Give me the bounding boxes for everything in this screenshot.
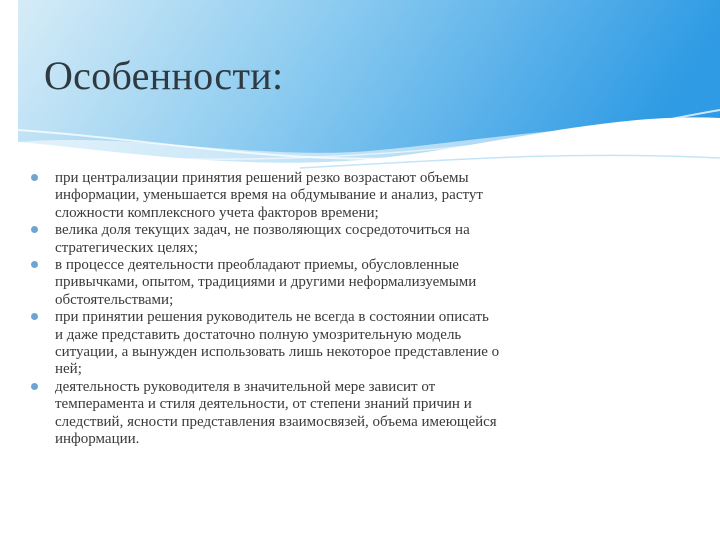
- bullet-list: [30, 170, 500, 449]
- bullet-dot-icon: [31, 261, 38, 268]
- slide-title: Особенности:: [44, 53, 284, 98]
- bullet-dot-icon: [31, 383, 38, 390]
- bullet-text: при централизации принятия решений резко возрастают объемы информации, уменьшается время на обдумывание и анализ, растут сложности комплексного учета факторов времени;: [55, 170, 483, 221]
- bullet-item: [30, 379, 500, 449]
- bullet-item: [30, 257, 500, 309]
- bullet-dot-icon: [31, 226, 38, 233]
- bullet-text: деятельность руководителя в значительной мере зависит от темперамента и стиля деятельности, от степени знаний причин и следствий, ясности представления взаимосвязей, объема имеющейся информации.: [55, 378, 497, 448]
- bullet-dot-icon: [31, 174, 38, 181]
- bullet-text: при принятии решения руководитель не всегда в состоянии описать и даже представить достаточно полную умозрительную модель ситуации, а вынужден использовать лишь некоторое представление о ней;: [55, 309, 500, 378]
- bullet-text: в процессе деятельности преобладают приемы, обусловленные привычками, опытом, традициями и другими неформализуемыми обстоятельствами;: [55, 257, 477, 308]
- bullet-item: [30, 170, 500, 222]
- content-area: [30, 170, 500, 449]
- bullet-item: [30, 222, 500, 257]
- bullet-item: [30, 309, 500, 379]
- bullet-dot-icon: [31, 313, 38, 320]
- bullet-text: велика доля текущих задач, не позволяющих сосредоточиться на стратегических целях;: [55, 222, 470, 256]
